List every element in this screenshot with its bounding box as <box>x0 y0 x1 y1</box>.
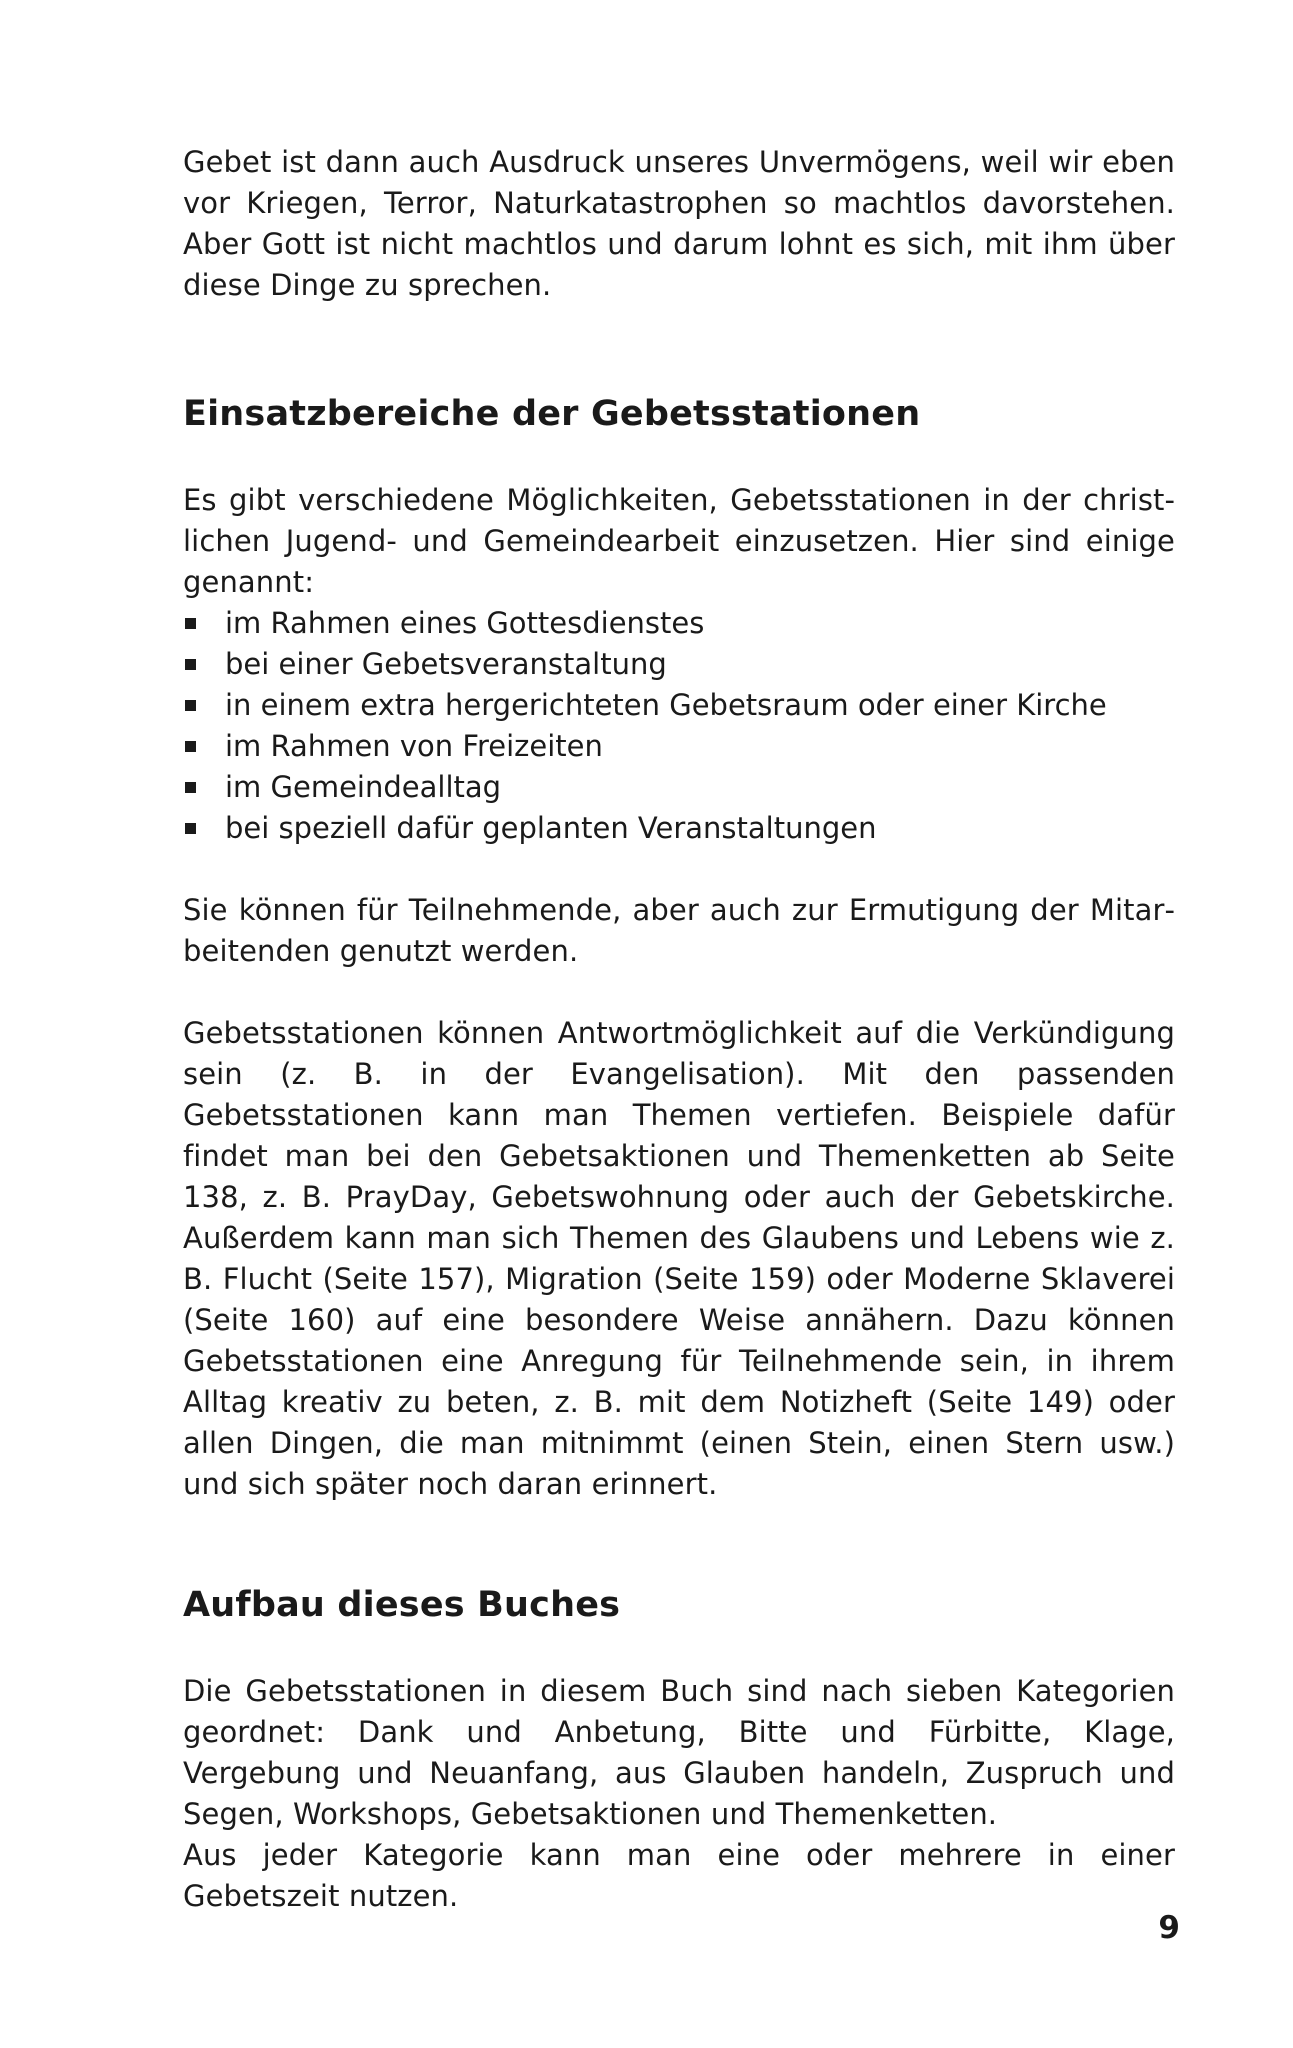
list-item-text: im Rahmen von Freizeiten <box>225 729 603 763</box>
bullet-square-icon <box>185 659 196 670</box>
bullet-square-icon <box>185 700 196 711</box>
list-item <box>183 603 1175 644</box>
list-item <box>183 685 1175 726</box>
list-item-text: bei einer Gebetsveranstaltung <box>225 647 667 681</box>
page-number: 9 <box>1158 1910 1180 1946</box>
einsatz-paragraph-verkuendigung: Gebetsstationen können Antwortmöglichkeit auf die Verkündigung sein (z. B. in der Evangelisation). Mit den passenden Gebetsstationen kann man Themen vertiefen. Beispiele dafür findet man bei den Gebetsaktionen und Themenketten ab Seite 138, z. B. PrayDay, Gebetswohnung oder auch der Gebetskirche. Außerdem kann man sich Themen des Glaubens und Lebens wie z. B. Flucht (Seite 157), Migration (Seite 159) oder Moderne Sklaverei (Seite 160) auf eine besondere Weise annähern. Dazu können Gebetsstationen eine Anregung für Teilnehmende sein, in ihrem Alltag kreativ zu beten, z. B. mit dem Notizheft (Seite 149) oder allen Dingen, die man mitnimmt (einen Stein, einen Stern usw.) und sich später noch daran erinnert. <box>183 1016 1175 1501</box>
aufbau-paragraph-gebetszeit: Aus jeder Kategorie kann man eine oder mehrere in einer Gebetszeit nutzen. <box>183 1838 1175 1913</box>
bullet-square-icon <box>185 782 196 793</box>
intro-paragraph: Gebet ist dann auch Ausdruck unseres Unvermögens, weil wir eben vor Kriegen, Terror, Naturkatastrophen so machtlos davorstehen. Aber Gott ist nicht machtlos und darum lohnt es sich, mit ihm über diese Dinge zu sprechen. <box>183 145 1175 302</box>
einsatz-lead-paragraph: Es gibt verschiedene Möglichkeiten, Gebetsstationen in der christlichen Jugend- und Gemeindearbeit einzusetzen. Hier sind einige genannt: <box>183 483 1175 599</box>
bullet-square-icon <box>185 741 196 752</box>
heading-einsatzbereiche: Einsatzbereiche der Gebetsstationen <box>183 394 921 434</box>
page-content <box>183 142 1175 1917</box>
list-item <box>183 644 1175 685</box>
aufbau-paragraph-kategorien: Die Gebetsstationen in diesem Buch sind nach sieben Kategorien geordnet: Dank und Anbetung, Bitte und Fürbitte, Klage, Vergebung und Neuanfang, aus Glauben handeln, Zuspruch und Segen, Workshops, Gebetsaktionen und Themenketten. <box>183 1674 1175 1831</box>
heading-aufbau: Aufbau dieses Buches <box>183 1585 621 1625</box>
list-item <box>183 808 1175 849</box>
list-item <box>183 726 1175 767</box>
bullet-square-icon <box>185 823 196 834</box>
list-item-text: in einem extra hergerichteten Gebetsraum oder einer Kirche <box>225 688 1107 722</box>
list-item <box>183 767 1175 808</box>
list-item-text: bei speziell dafür geplanten Veranstaltungen <box>225 811 877 845</box>
bullet-square-icon <box>185 618 196 629</box>
list-item-text: im Rahmen eines Gottesdienstes <box>225 606 705 640</box>
einsatz-bullet-list <box>183 603 1175 849</box>
list-item-text: im Gemeindealltag <box>225 770 502 804</box>
einsatz-paragraph-teilnehmende: Sie können für Teilnehmende, aber auch zur Ermutigung der Mitarbeitenden genutzt werden. <box>183 893 1175 968</box>
